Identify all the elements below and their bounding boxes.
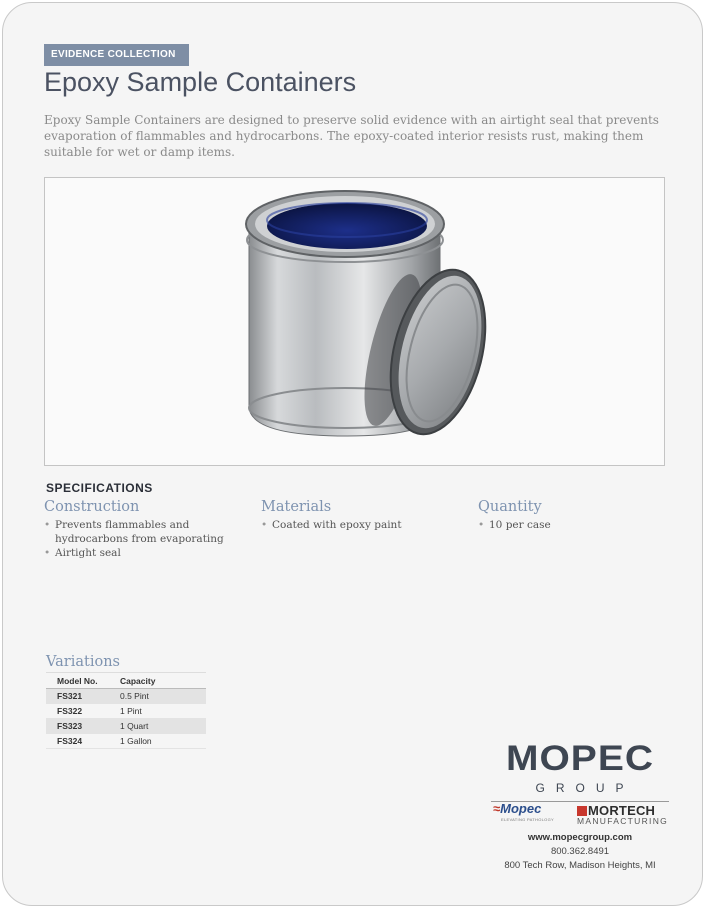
materials-title: Materials bbox=[261, 499, 332, 515]
quantity-title: Quantity bbox=[478, 499, 542, 515]
intro-paragraph: Epoxy Sample Containers are designed to preserve solid evidence with an airtight seal that prevents evaporation of flammables and hydrocarbons. The epoxy-coated interior resists rust, making them suitable for wet or damp items. bbox=[44, 113, 659, 159]
table-row bbox=[46, 689, 206, 704]
materials-column bbox=[261, 499, 461, 532]
quantity-column bbox=[478, 499, 668, 532]
model-number: FS324 bbox=[46, 734, 120, 749]
mopec-tagline: ELEVATING PATHOLOGY bbox=[501, 817, 554, 822]
model-number: FS321 bbox=[46, 689, 120, 704]
mopec-logo-text: Mopec bbox=[500, 801, 542, 816]
construction-item: • Airtight seal bbox=[44, 546, 234, 560]
sub-brand-logos bbox=[493, 801, 669, 825]
column-header: Capacity bbox=[120, 673, 206, 689]
specifications-heading: SPECIFICATIONS bbox=[46, 481, 153, 495]
capacity: 0.5 Pint bbox=[120, 689, 206, 704]
column-header: Model No. bbox=[46, 673, 120, 689]
category-tag: EVIDENCE COLLECTION bbox=[44, 44, 189, 66]
capacity: 1 Quart bbox=[120, 719, 206, 734]
table-row bbox=[46, 719, 206, 734]
table-header-row bbox=[46, 673, 206, 689]
brand-group: GROUP bbox=[535, 781, 635, 795]
swoosh-icon: ≈ bbox=[493, 801, 501, 816]
table-row bbox=[46, 704, 206, 719]
construction-column bbox=[44, 499, 234, 560]
page-title: Epoxy Sample Containers bbox=[44, 67, 357, 97]
product-photo-frame bbox=[44, 177, 665, 466]
address: 800 Tech Row, Madison Heights, MI bbox=[504, 860, 656, 871]
materials-item: • Coated with epoxy paint bbox=[261, 518, 461, 532]
brand-name: MOPEC bbox=[505, 739, 654, 778]
product-photo bbox=[45, 178, 664, 465]
mortech-square-icon bbox=[577, 806, 587, 816]
construction-item: • Prevents flammables and hydrocarbons from evaporating bbox=[44, 518, 234, 546]
mopec-logo bbox=[493, 801, 541, 816]
variations-table bbox=[46, 672, 206, 749]
model-number: FS323 bbox=[46, 719, 120, 734]
mortech-tagline: MANUFACTURING bbox=[577, 816, 669, 826]
contact-block bbox=[491, 831, 669, 873]
capacity: 1 Pint bbox=[120, 704, 206, 719]
table-row bbox=[46, 734, 206, 749]
capacity: 1 Gallon bbox=[120, 734, 206, 749]
website-link[interactable]: www.mopecgroup.com bbox=[527, 832, 633, 843]
construction-title: Construction bbox=[44, 499, 140, 515]
mortech-logo-text: MORTECH bbox=[588, 803, 656, 818]
variations-title: Variations bbox=[46, 654, 120, 670]
quantity-item: • 10 per case bbox=[478, 518, 668, 532]
model-number: FS322 bbox=[46, 704, 120, 719]
spec-sheet bbox=[2, 2, 703, 906]
phone-number: 800.362.8491 bbox=[550, 846, 610, 857]
mopec-group-logo bbox=[491, 739, 669, 810]
